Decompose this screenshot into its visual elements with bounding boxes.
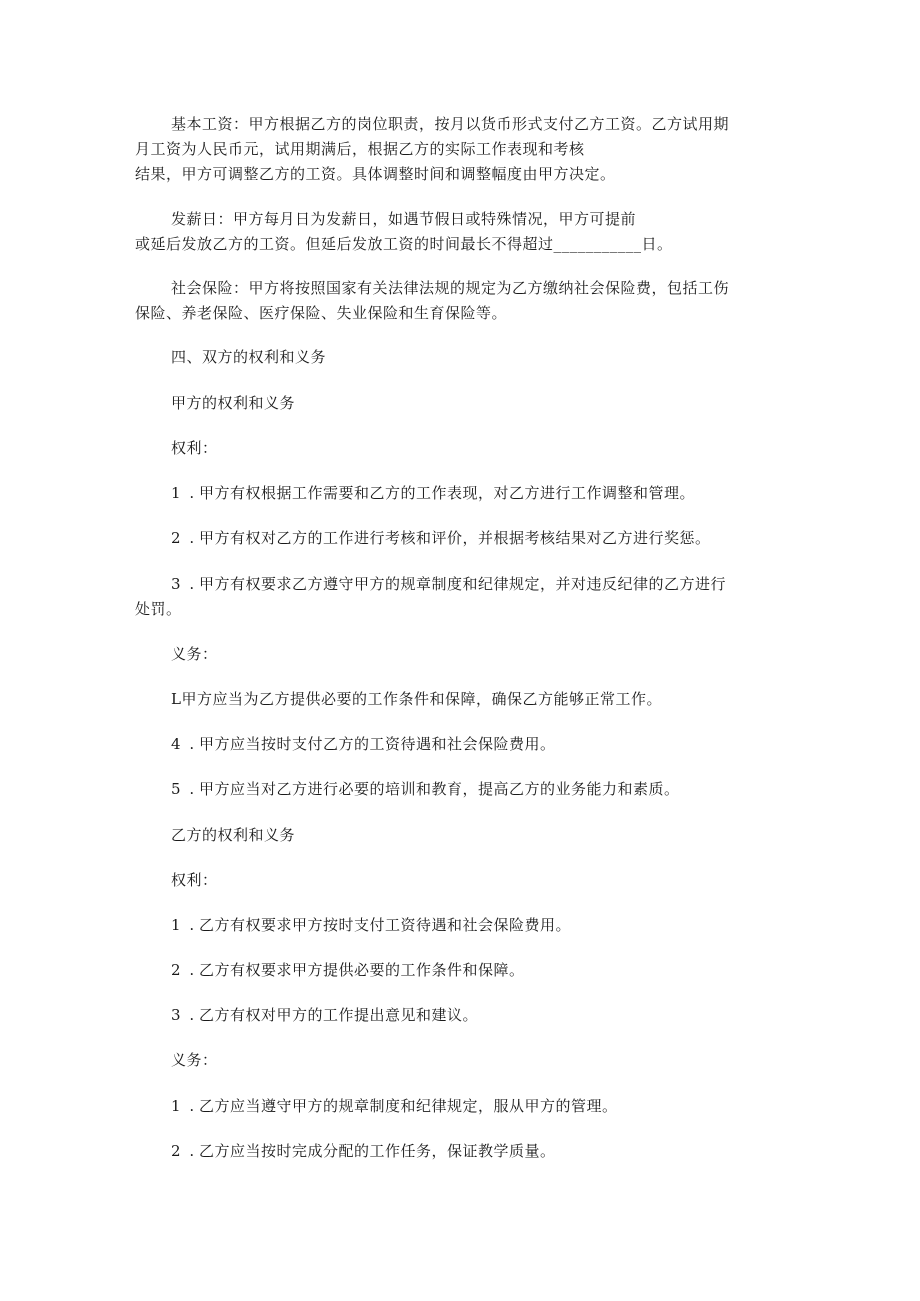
party-b-right-3 xyxy=(171,1005,478,1025)
item-number: 1 xyxy=(171,484,182,502)
party-a-duty-4 xyxy=(171,734,556,754)
item-text: 甲方有权根据工作需要和乙方的工作表现，对乙方进行工作调整和管理。 xyxy=(199,484,696,502)
party-a-duty-5 xyxy=(171,779,680,799)
item-text: 乙方应当遵守甲方的规章制度和纪律规定，服从甲方的管理。 xyxy=(199,1097,618,1115)
item-separator: . xyxy=(189,1006,195,1024)
item-text: 甲方应当对乙方进行必要的培训和教育，提高乙方的业务能力和素质。 xyxy=(199,780,680,798)
item-number: 2 xyxy=(171,1142,182,1160)
item-text: 乙方有权对甲方的工作提出意见和建议。 xyxy=(199,1006,479,1024)
item-text: 甲方有权对乙方的工作进行考核和评价，并根据考核结果对乙方进行奖惩。 xyxy=(199,529,711,547)
item-number: 3 xyxy=(171,1006,182,1024)
salary-basic-line-3: 结果，甲方可调整乙方的工资。具体调整时间和调整幅度由甲方决定。 xyxy=(135,165,616,183)
item-separator: . xyxy=(189,916,195,934)
insurance-line-1: 社会保险：甲方将按照国家有关法律法规的规定为乙方缴纳社会保险费，包括工伤 xyxy=(171,279,730,297)
party-b-heading: 乙方的权利和义务 xyxy=(171,826,296,844)
item-separator: . xyxy=(189,780,195,798)
item-number: 2 xyxy=(171,961,182,979)
insurance-line-2: 保险、养老保险、医疗保险、失业保险和生育保险等。 xyxy=(135,304,508,322)
item-number: 2 xyxy=(171,529,182,547)
item-text: 甲方有权要求乙方遵守甲方的规章制度和纪律规定，并对违反纪律的乙方进行 xyxy=(199,575,727,593)
item-text: 乙方有权要求甲方提供必要的工作条件和保障。 xyxy=(199,961,525,979)
party-b-rights-label: 权利： xyxy=(171,871,218,889)
party-a-duties-label: 义务： xyxy=(171,645,218,663)
party-a-right-3 xyxy=(171,574,726,594)
party-b-right-1 xyxy=(171,915,571,935)
item-separator: . xyxy=(189,529,195,547)
salary-basic-line-1: 基本工资：甲方根据乙方的岗位职责，按月以货币形式支付乙方工资。乙方试用期 xyxy=(171,115,730,133)
item-separator: . xyxy=(189,1097,195,1115)
party-b-right-2 xyxy=(171,960,525,980)
item-text: 乙方应当按时完成分配的工作任务，保证教学质量。 xyxy=(199,1142,556,1160)
item-number: 5 xyxy=(171,780,182,798)
party-a-right-1 xyxy=(171,483,695,503)
salary-basic-line-2: 月工资为人民币元，试用期满后，根据乙方的实际工作表现和考核 xyxy=(135,140,585,158)
party-a-heading: 甲方的权利和义务 xyxy=(171,394,296,412)
item-separator: . xyxy=(189,484,195,502)
item-separator: . xyxy=(189,961,195,979)
party-b-duty-2 xyxy=(171,1141,556,1161)
section-four-heading: 四、双方的权利和义务 xyxy=(171,348,327,366)
party-b-duties-label: 义务： xyxy=(171,1051,218,1069)
item-text: 乙方有权要求甲方按时支付工资待遇和社会保险费用。 xyxy=(199,916,572,934)
item-separator: . xyxy=(189,575,195,593)
party-a-right-2 xyxy=(171,528,711,548)
payday-line-1: 发薪日：甲方每月日为发薪日，如遇节假日或特殊情况，甲方可提前 xyxy=(171,210,637,228)
party-b-duty-1 xyxy=(171,1096,618,1116)
party-a-duty-first: L甲方应当为乙方提供必要的工作条件和保障，确保乙方能够正常工作。 xyxy=(171,690,662,708)
party-a-rights-label: 权利： xyxy=(171,439,218,457)
item-text: 甲方应当按时支付乙方的工资待遇和社会保险费用。 xyxy=(199,735,556,753)
item-number: 1 xyxy=(171,916,182,934)
item-separator: . xyxy=(189,1142,195,1160)
item-separator: . xyxy=(189,735,195,753)
payday-line-2: 或延后发放乙方的工资。但延后发放工资的时间最长不得超过___________日。 xyxy=(135,235,673,253)
item-number: 4 xyxy=(171,735,182,753)
item-number: 1 xyxy=(171,1097,182,1115)
item-number: 3 xyxy=(171,575,182,593)
party-a-right-3-continuation: 处罚。 xyxy=(135,600,182,618)
